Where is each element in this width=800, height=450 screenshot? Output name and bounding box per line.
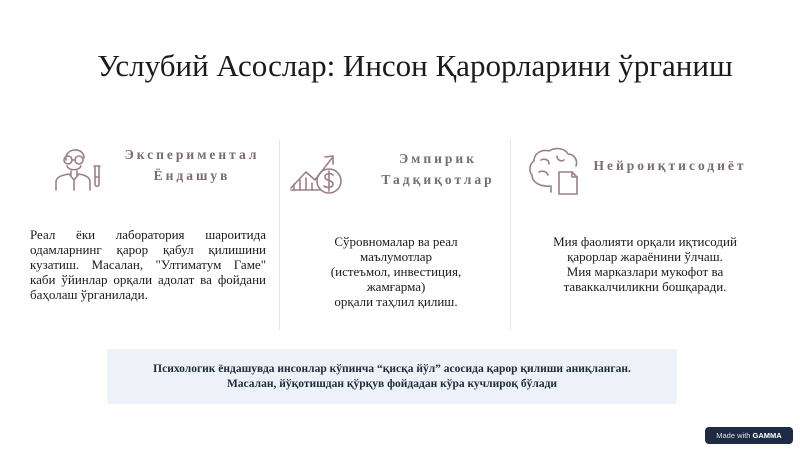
column-body-line: (истеъмол, инвестиция, xyxy=(330,264,462,279)
column-body-line: орқали таҳлил қилиш. xyxy=(334,294,458,309)
scientist-icon xyxy=(52,140,102,192)
column-body xyxy=(296,234,496,309)
column-body-line: Мия марказлари мукофот ва xyxy=(566,264,724,279)
growth-chart-icon xyxy=(288,140,348,198)
made-with-gamma-badge[interactable] xyxy=(705,427,793,444)
callout-line: Масалан, йўқотишдан қўрқув фойдадан кўра кучлироқ бўлади xyxy=(226,378,558,390)
brain-document-icon xyxy=(527,146,583,198)
column-body-line: жамғарма) xyxy=(366,279,426,294)
callout-box xyxy=(107,349,677,404)
column-title xyxy=(368,148,508,190)
column-title-line: Экспериментал xyxy=(124,147,260,162)
column-body-line: Сўровномалар ва реал xyxy=(334,234,458,249)
column-title-line: Эмпирик xyxy=(399,151,477,166)
column-title-line: Тадқиқотлар xyxy=(381,172,495,187)
column-body: Реал ёки лаборатория шароитида одамларнинг қарор қабул қилишини кузатиш. Масалан, "Ултиматум Гаме" каби ўйинлар орқали адолат ва фойдани баҳолаш ўрганилади. xyxy=(30,227,266,302)
callout-line: Психологик ёндашувда инсонлар кўпинча “қисқа йўл” асосида қарор қилиши аниқланган. xyxy=(153,363,631,375)
column-body-line: қарорлар жараёнини ўлчаш. xyxy=(567,249,723,264)
column-divider xyxy=(510,140,511,330)
column-title-line: Ёндашув xyxy=(153,168,231,183)
slide-title: Услубий Асослар: Инсон Қарорларини ўрганиш xyxy=(97,48,733,83)
column-title xyxy=(585,155,755,176)
badge-prefix: Made with xyxy=(716,431,751,440)
column-divider xyxy=(279,140,280,330)
column-title xyxy=(112,144,272,186)
column-body-line: таваккалчиликни бошқаради. xyxy=(563,279,727,294)
column-body-line: маълумотлар xyxy=(359,249,433,264)
column-body-line: Мия фаолияти орқали иқтисодий xyxy=(553,234,737,249)
column-title-line: Нейроиқтисодиёт xyxy=(593,158,747,173)
badge-brand: GAMMA xyxy=(752,431,782,440)
column-body xyxy=(530,234,760,294)
